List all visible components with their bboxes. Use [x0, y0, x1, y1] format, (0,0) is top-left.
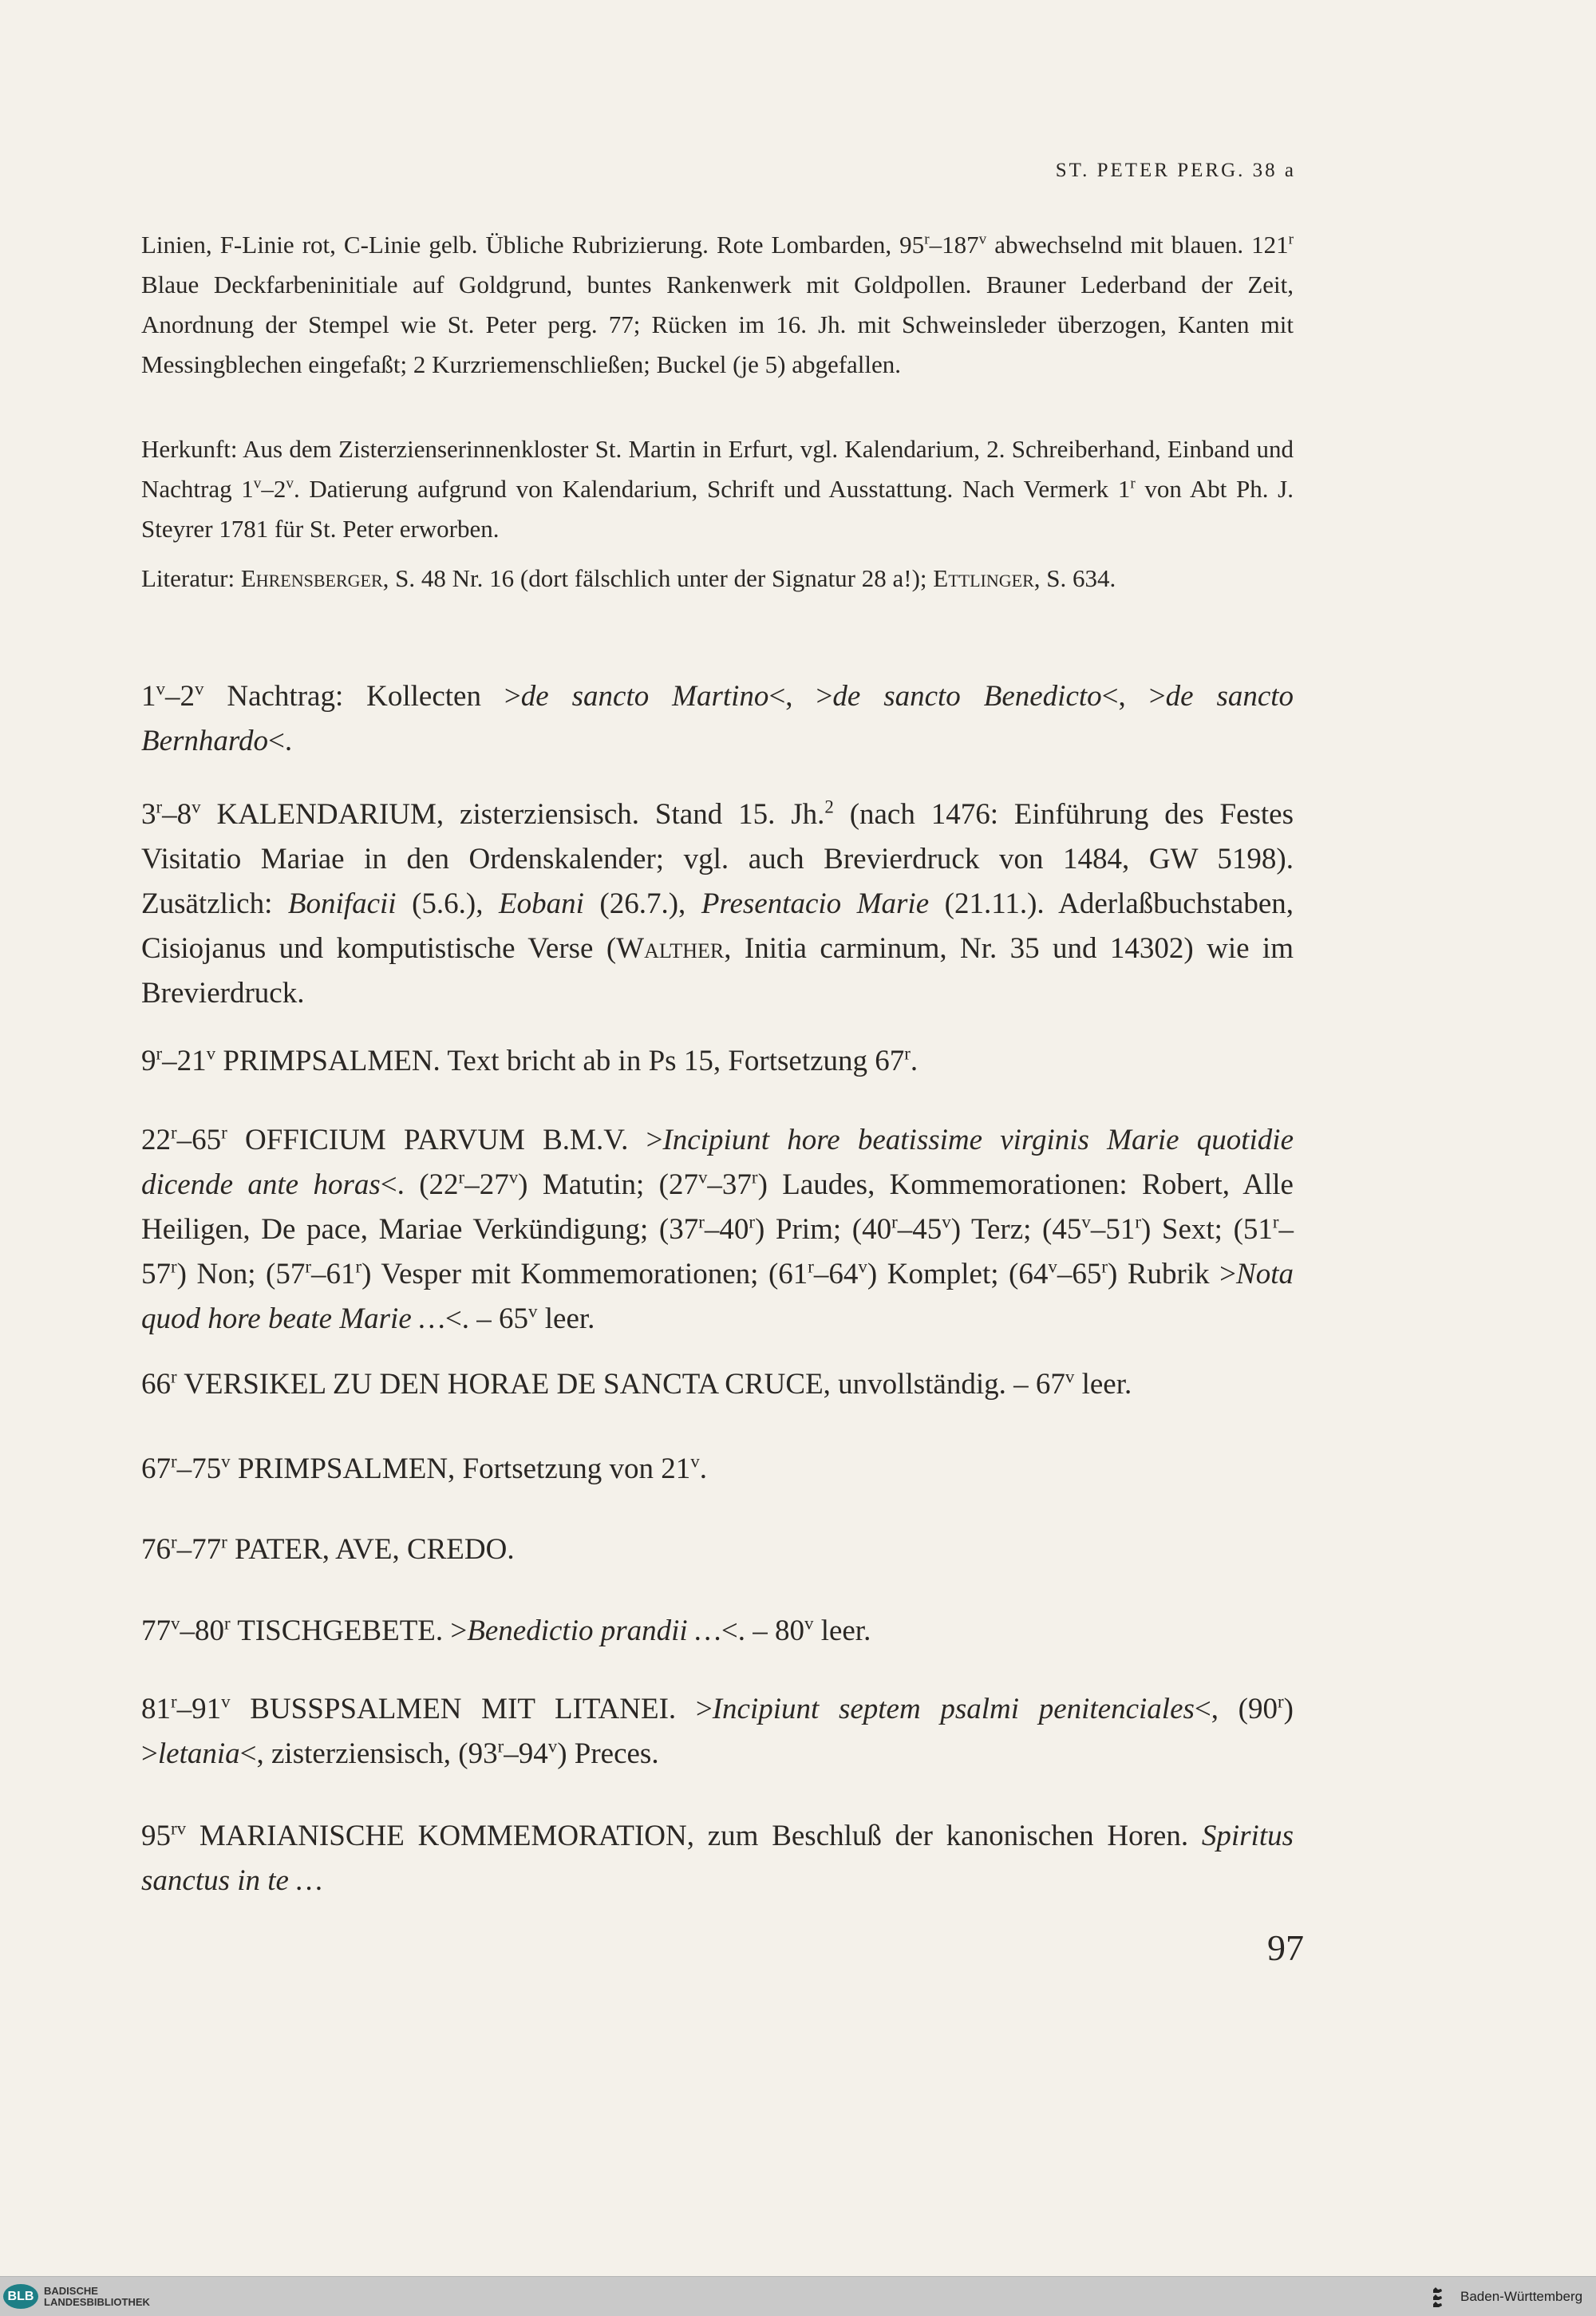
folio-superscript: r [223, 1613, 231, 1634]
text-run: ) Prim; (40 [754, 1213, 892, 1246]
text-run: 22 [141, 1124, 171, 1156]
text-run: <. – 65 [444, 1302, 529, 1335]
folio-superscript: r [171, 1691, 177, 1712]
folio-superscript: r [1288, 231, 1294, 248]
entry-officium-parvum [141, 1118, 1294, 1342]
italic-incipit: de sancto Martino [520, 680, 769, 713]
text-run: –61 [311, 1258, 356, 1290]
folio-superscript: r [1135, 1211, 1141, 1232]
text-run: Herkunft: Aus dem Zisterzienserinnenkloster St. Martin in Erfurt, vgl. Kalendarium, 2. Schreiberhand, Einband und Nachtrag 1 [141, 435, 1294, 503]
text-run: (21.11.). Aderlaßbuchstaben, Cisiojanus und komputistische Verse ( [141, 887, 1294, 965]
folio-superscript: r [305, 1256, 311, 1277]
text-run: abwechselnd mit blauen. 121 [986, 231, 1289, 259]
author-small-caps: Walther [616, 932, 725, 965]
text-run: –77 [176, 1533, 222, 1566]
folio-superscript: r [698, 1211, 705, 1232]
italic-incipit: Eobani [499, 887, 584, 920]
text-run: –64 [813, 1258, 859, 1290]
baden-wuerttemberg-label[interactable]: Baden-Württemberg [1460, 2289, 1583, 2304]
folio-superscript: v [156, 678, 165, 699]
text-run: leer. [813, 1614, 871, 1647]
folio-superscript: r [749, 1211, 755, 1232]
folio-superscript: rv [171, 1818, 187, 1839]
text-run: . Datierung aufgrund von Kalendarium, Schrift und Ausstattung. Nach Vermerk 1 [293, 475, 1131, 503]
entry-nachtrag [141, 674, 1294, 764]
italic-incipit: letania [157, 1737, 240, 1770]
text-run: –45 [897, 1213, 942, 1246]
entry-kalendarium [141, 792, 1294, 1016]
text-run: –57 [141, 1213, 1294, 1290]
folio-superscript: r [1272, 1211, 1279, 1232]
text-run: ) Sext; (51 [1140, 1213, 1273, 1246]
entry-versikel [141, 1362, 1294, 1407]
text-run: ) > [141, 1693, 1294, 1770]
folio-superscript: v [804, 1613, 814, 1634]
text-run: von Abt Ph. J. Steyrer 1781 für St. Peter erworben. [141, 475, 1294, 543]
folio-superscript: v [858, 1256, 867, 1277]
text-run: Blaue Deckfarbeninitiale auf Goldgrund, buntes Rankenwerk mit Goldpollen. Brauner Lederband der Zeit, Anordnung der Stempel wie St. Peter perg. 77; Rücken im 16. Jh. mit Schweinsleder überzogen, Kanten mit Messingblechen eingefaßt; 2 Kurzriemenschließen; Buckel (je 5) abgefallen. [141, 271, 1294, 378]
text-run: (5.6.), [396, 887, 499, 920]
folio-superscript: v [221, 1691, 231, 1712]
text-run: Linien, F-Linie rot, C-Linie gelb. Übliche Rubrizierung. Rote Lombarden, 95 [141, 231, 925, 259]
text-run: 1 [141, 680, 156, 713]
folio-superscript: r [171, 1122, 177, 1143]
text-run: VERSIKEL ZU DEN HORAE DE SANCTA CRUCE, unvollständig. – 67 [176, 1368, 1065, 1401]
folio-superscript: r [156, 1043, 163, 1064]
text-run: TISCHGEBETE. > [230, 1614, 468, 1647]
text-run: 3 [141, 798, 156, 831]
entry-tischgebete [141, 1609, 1294, 1654]
folio-superscript: v [1065, 1366, 1075, 1387]
text-run: . [699, 1452, 707, 1485]
folio-superscript: r [171, 1531, 177, 1552]
folio-superscript: r [355, 1256, 362, 1277]
folio-superscript: v [194, 678, 204, 699]
running-head: ST. PETER PERG. 38 a [1055, 160, 1296, 181]
text-run: <, > [768, 680, 833, 713]
text-run: ) Preces. [557, 1737, 659, 1770]
text-run: –51 [1090, 1213, 1136, 1246]
text-run: –8 [162, 798, 192, 831]
viewer-footer-bar [0, 2276, 1596, 2316]
text-run: Literatur: [141, 564, 241, 592]
text-run: ) Terz; (45 [950, 1213, 1082, 1246]
entry-primpsalmen-fortsetzung [141, 1447, 1294, 1492]
text-run: ) Rubrik > [1107, 1258, 1237, 1290]
text-run: –21 [162, 1045, 207, 1077]
text-run: –2 [164, 680, 195, 713]
folio-superscript: v [253, 475, 262, 492]
text-run: –65 [1057, 1258, 1102, 1290]
text-run: –2 [261, 475, 286, 503]
text-run: –37 [707, 1168, 752, 1201]
blb-logo-icon[interactable]: BLB [3, 2284, 38, 2309]
entry-marianische-kommemoration [141, 1814, 1294, 1903]
folio-superscript: v [1081, 1211, 1091, 1232]
author-small-caps: Ettlinger [933, 564, 1034, 592]
folio-superscript: v [206, 1043, 216, 1064]
text-run: <. – 80 [721, 1614, 804, 1647]
folio-superscript: v [192, 796, 201, 817]
text-run: leer. [1074, 1368, 1132, 1401]
literatur-paragraph [141, 559, 1294, 599]
folio-superscript: r [751, 1167, 758, 1188]
text-run: PATER, AVE, CREDO. [227, 1533, 515, 1566]
text-run: –65 [176, 1124, 222, 1156]
text-run: MARIANISCHE KOMMEMORATION, zum Beschluß der kanonischen Horen. [186, 1820, 1202, 1852]
author-small-caps: Ehrensberger [240, 564, 383, 592]
folio-superscript: 2 [824, 796, 834, 817]
blb-logo-text [44, 2286, 150, 2308]
italic-incipit: Nota quod hore beate Marie … [141, 1258, 1294, 1335]
folio-superscript: v [942, 1211, 951, 1232]
folio-superscript: r [497, 1736, 504, 1757]
folio-superscript: r [924, 231, 930, 248]
italic-incipit: de sancto Bernhardo [141, 680, 1294, 757]
text-run: ) Non; (57 [176, 1258, 306, 1290]
text-run: –40 [704, 1213, 749, 1246]
text-run: 76 [141, 1533, 171, 1566]
text-run: <, > [1101, 680, 1166, 713]
text-run: PRIMPSALMEN, Fortsetzung von 21 [230, 1452, 691, 1485]
text-run: 67 [141, 1452, 171, 1485]
folio-superscript: v [978, 231, 987, 248]
text-run: leer. [537, 1302, 595, 1335]
text-run: <. (22 [380, 1168, 459, 1201]
italic-incipit: Presentacio Marie [701, 887, 930, 920]
herkunft-paragraph [141, 429, 1294, 549]
text-run: KALENDARIUM, zisterziensisch. Stand 15. Jh. [200, 798, 825, 831]
text-run: 95 [141, 1820, 171, 1852]
text-run: Nachtrag: Kollecten > [203, 680, 521, 713]
folio-superscript: r [1130, 475, 1136, 492]
folio-superscript: r [221, 1122, 227, 1143]
text-run: OFFICIUM PARVUM B.M.V. > [227, 1124, 663, 1156]
folio-superscript: r [808, 1256, 814, 1277]
text-run: –27 [464, 1168, 509, 1201]
text-run: ) Laudes, Kommemorationen: Robert, Alle Heiligen, De pace, Mariae Verkündigung; (37 [141, 1168, 1294, 1246]
folio-superscript: v [690, 1451, 700, 1472]
folio-superscript: r [171, 1366, 177, 1387]
text-run: 66 [141, 1368, 171, 1401]
text-run: , S. 48 Nr. 16 (dort fälschlich unter der Signatur 28 a!); [382, 564, 934, 592]
text-run: –75 [176, 1452, 222, 1485]
entry-pater-ave-credo [141, 1528, 1294, 1572]
text-run: 81 [141, 1693, 171, 1725]
folio-superscript: v [286, 475, 294, 492]
text-run: 9 [141, 1045, 156, 1077]
folio-superscript: r [904, 1043, 911, 1064]
folio-superscript: r [891, 1211, 898, 1232]
folio-superscript: r [1101, 1256, 1108, 1277]
folio-superscript: v [171, 1613, 180, 1634]
text-run: , S. 634. [1033, 564, 1116, 592]
folio-superscript: r [458, 1167, 465, 1188]
text-run: ) Komplet; (64 [867, 1258, 1049, 1290]
entry-busspsalmen [141, 1687, 1294, 1777]
text-run: ) Vesper mit Kommemorationen; (61 [361, 1258, 808, 1290]
text-run: 77 [141, 1614, 171, 1647]
folio-superscript: r [171, 1451, 177, 1472]
text-run: –94 [504, 1737, 548, 1770]
text-run: <, (90 [1194, 1693, 1278, 1725]
page-number: 97 [1267, 1927, 1304, 1968]
text-run: , Initia carminum, Nr. 35 und 14302) wie im Brevierdruck. [141, 932, 1294, 1010]
blb-line2: LANDESBIBLIOTHEK [44, 2296, 150, 2308]
folio-superscript: r [1278, 1691, 1284, 1712]
folio-superscript: r [171, 1256, 177, 1277]
blb-line1: BADISCHE [44, 2285, 98, 2297]
entry-primpsalmen [141, 1039, 1294, 1084]
text-run: –91 [176, 1693, 222, 1725]
italic-incipit: Benedictio prandii … [467, 1614, 721, 1647]
folio-superscript: r [221, 1531, 227, 1552]
text-run: PRIMPSALMEN. Text bricht ab in Ps 15, Fortsetzung 67 [215, 1045, 905, 1077]
folio-superscript: v [221, 1451, 231, 1472]
text-run: <. [267, 725, 293, 757]
italic-incipit: de sancto Benedicto [832, 680, 1102, 713]
text-run: . [910, 1045, 918, 1077]
text-run: –80 [180, 1614, 224, 1647]
text-run: (nach 1476: Einführung des Festes Visitatio Mariae in den Ordenskalender; vgl. auch Brevierdruck von 1484, GW 5198). Zusätzlich: [141, 798, 1294, 920]
italic-incipit: Spiritus sanctus in te … [141, 1820, 1294, 1897]
coat-of-arms-icon [1428, 2283, 1456, 2310]
italic-incipit: Bonifacii [287, 887, 397, 920]
folio-superscript: r [156, 796, 163, 817]
italic-incipit: Incipiunt hore beatissime virginis Marie quotidie dicende ante horas [141, 1124, 1294, 1201]
folio-superscript: v [508, 1167, 519, 1188]
folio-superscript: v [697, 1167, 708, 1188]
folio-superscript: v [1048, 1256, 1057, 1277]
folio-superscript: v [528, 1301, 538, 1322]
text-run: ) Matutin; (27 [518, 1168, 698, 1201]
description-paragraph [141, 225, 1294, 385]
folio-superscript: v [547, 1736, 558, 1757]
text-run: BUSSPSALMEN MIT LITANEI. > [230, 1693, 713, 1725]
text-run: (26.7.), [583, 887, 701, 920]
text-run: –187 [929, 231, 979, 259]
italic-incipit: Incipiunt septem psalmi penitenciales [712, 1693, 1195, 1725]
text-run: <, zisterziensisch, (93 [239, 1737, 498, 1770]
